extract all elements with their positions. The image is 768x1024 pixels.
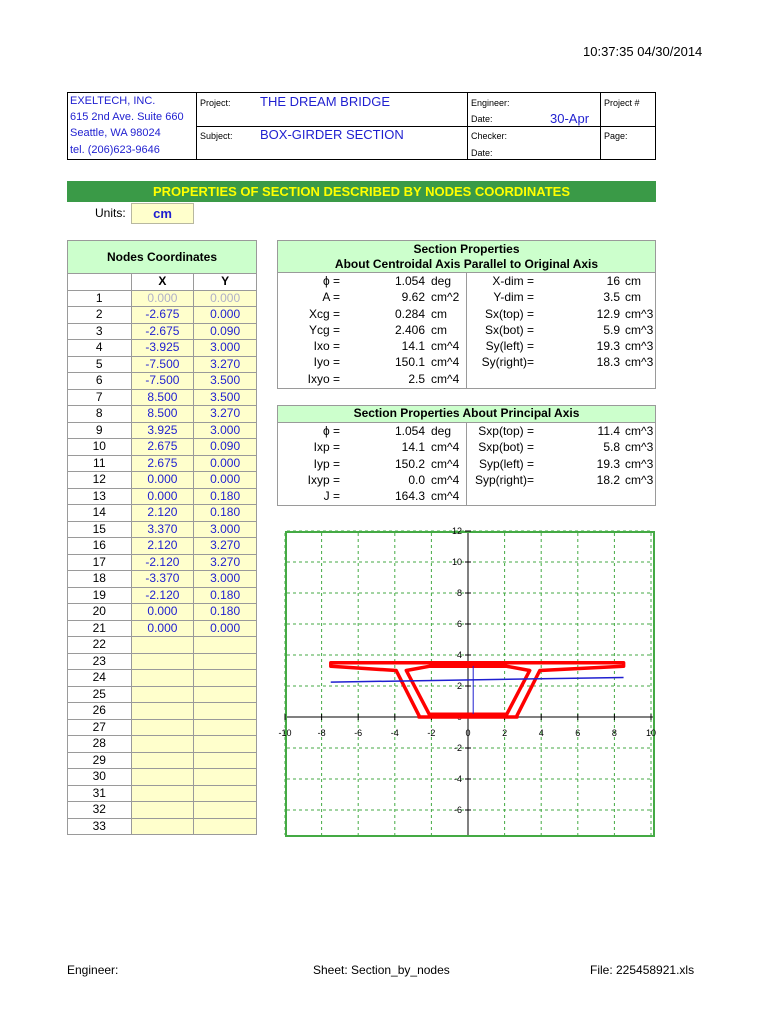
property-label: Sx(top) = — [484, 306, 534, 321]
footer-file: File: 225458921.xls — [590, 963, 695, 977]
node-number: 20 — [68, 604, 132, 621]
table-row — [68, 670, 257, 687]
property-value: 19.3 — [596, 339, 620, 354]
y-tick-label: -2 — [453, 743, 462, 753]
property-label: Sy(right)= — [481, 355, 534, 370]
y-tick-label: 4 — [456, 650, 462, 660]
plot-frame — [286, 532, 657, 836]
node-number: 24 — [68, 670, 132, 687]
node-number: 3 — [68, 323, 132, 340]
centroidal-subtitle: About Centroidal Axis Parallel to Original Axis — [334, 257, 599, 271]
property-row — [278, 456, 655, 472]
property-row — [278, 338, 655, 354]
table-row — [68, 472, 257, 489]
y-coordinate-cell[interactable]: 3.270 — [194, 356, 257, 373]
x-coordinate-cell[interactable] — [131, 802, 194, 819]
table-row — [68, 422, 257, 439]
table-row — [68, 439, 257, 456]
property-label: Ixp = — [313, 440, 340, 455]
nodes-table-title: Nodes Coordinates — [68, 241, 257, 274]
property-label: Ixo = — [313, 339, 340, 354]
property-label: A = — [322, 290, 340, 305]
property-value: 19.3 — [596, 456, 620, 471]
property-label: J = — [323, 489, 340, 504]
x-coordinate-cell[interactable]: 3.370 — [131, 521, 194, 538]
y-coordinate-cell[interactable] — [194, 802, 257, 819]
units-label: Units: — [95, 206, 126, 220]
footer-engineer: Engineer: — [67, 963, 119, 977]
property-row — [278, 289, 655, 305]
node-number: 7 — [68, 389, 132, 406]
property-value: 18.2 — [596, 472, 620, 487]
table-row — [68, 521, 257, 538]
y-coordinate-cell[interactable]: 3.500 — [194, 373, 257, 390]
property-unit: cm — [431, 306, 447, 321]
node-number-header — [68, 274, 132, 291]
property-label: ϕ = — [322, 274, 340, 288]
y-coordinate-cell[interactable]: 3.270 — [194, 538, 257, 555]
x-coordinate-cell[interactable]: 2.120 — [131, 505, 194, 522]
subject-label: Subject: — [200, 131, 233, 141]
property-unit: cm^3 — [625, 339, 654, 354]
x-tick-label: 4 — [538, 728, 544, 738]
y-coordinate-cell[interactable]: 3.270 — [194, 406, 257, 423]
property-unit: cm^3 — [625, 440, 654, 455]
y-coordinate-cell[interactable] — [194, 736, 257, 753]
node-number: 12 — [68, 472, 132, 489]
x-coordinate-cell[interactable] — [131, 818, 194, 835]
table-row — [68, 554, 257, 571]
property-value: 11.4 — [597, 424, 620, 438]
x-tick-label: 0 — [465, 728, 471, 738]
x-coordinate-cell[interactable]: 2.120 — [131, 538, 194, 555]
property-row — [278, 423, 655, 439]
table-row — [68, 686, 257, 703]
section-plot — [278, 526, 657, 837]
property-unit: cm^4 — [431, 456, 460, 471]
node-number: 2 — [68, 307, 132, 324]
y-coordinate-cell[interactable]: 0.180 — [194, 505, 257, 522]
y-coordinate-cell[interactable] — [194, 818, 257, 835]
property-row — [278, 273, 655, 289]
property-unit: cm^2 — [431, 290, 460, 305]
y-coordinate-cell[interactable] — [194, 752, 257, 769]
node-number: 13 — [68, 488, 132, 505]
property-unit: cm — [625, 290, 641, 305]
y-tick-label: -4 — [453, 774, 462, 784]
table-row — [68, 587, 257, 604]
y-coordinate-cell[interactable] — [194, 719, 257, 736]
x-tick-label: -2 — [427, 728, 436, 738]
property-value: 5.8 — [603, 440, 620, 455]
x-coordinate-cell[interactable] — [131, 769, 194, 786]
x-coordinate-cell[interactable]: -3.925 — [131, 340, 194, 357]
y-coordinate-cell[interactable] — [194, 670, 257, 687]
x-coordinate-cell[interactable]: -3.370 — [131, 571, 194, 588]
node-number: 15 — [68, 521, 132, 538]
property-unit: cm — [431, 322, 447, 337]
node-number: 19 — [68, 587, 132, 604]
y-coordinate-cell[interactable]: 3.000 — [194, 571, 257, 588]
table-row — [68, 538, 257, 555]
node-number: 11 — [68, 455, 132, 472]
checker-label: Checker: — [471, 131, 508, 141]
table-row — [68, 307, 257, 324]
table-row — [68, 455, 257, 472]
x-coordinate-cell[interactable]: -2.120 — [131, 587, 194, 604]
property-value: 14.1 — [401, 440, 425, 455]
y-tick-label: 8 — [456, 588, 462, 598]
x-coordinate-cell[interactable]: 2.675 — [131, 439, 194, 456]
property-unit: deg — [431, 274, 452, 288]
property-value: 14.1 — [401, 339, 425, 354]
table-row — [68, 719, 257, 736]
sheet-title-banner: PROPERTIES OF SECTION DESCRIBED BY NODES COORDINATES — [67, 181, 656, 202]
x-coordinate-cell[interactable]: 3.925 — [131, 422, 194, 439]
property-label: Xcg = — [308, 306, 340, 321]
property-value: 164.3 — [394, 489, 425, 504]
table-row — [68, 736, 257, 753]
node-number: 1 — [68, 290, 132, 307]
property-row — [278, 306, 655, 322]
y-tick-label: 12 — [451, 526, 462, 536]
y-coordinate-cell[interactable]: 0.000 — [194, 472, 257, 489]
table-row — [68, 373, 257, 390]
x-coordinate-cell[interactable]: 8.500 — [131, 406, 194, 423]
y-coordinate-cell[interactable]: 3.270 — [194, 554, 257, 571]
table-row — [68, 818, 257, 835]
x-coordinate-cell[interactable]: -7.500 — [131, 356, 194, 373]
property-unit: cm^4 — [431, 489, 460, 504]
node-number: 22 — [68, 637, 132, 654]
x-coordinate-cell[interactable] — [131, 703, 194, 720]
property-row — [278, 322, 655, 338]
x-coordinate-cell[interactable]: 0.000 — [131, 620, 194, 637]
property-row — [278, 472, 655, 488]
node-number: 28 — [68, 736, 132, 753]
node-number: 23 — [68, 653, 132, 670]
company-city: Seattle, WA 98024 — [70, 127, 161, 139]
centroidal-properties-box — [277, 240, 656, 389]
node-number: 9 — [68, 422, 132, 439]
table-row — [68, 620, 257, 637]
property-unit: cm — [625, 274, 641, 288]
y-coordinate-cell[interactable] — [194, 653, 257, 670]
company-phone: tel. (206)623-9646 — [70, 144, 160, 156]
x-tick-label: -10 — [278, 728, 292, 738]
node-number: 14 — [68, 505, 132, 522]
node-number: 32 — [68, 802, 132, 819]
property-value: 5.9 — [603, 322, 620, 337]
node-number: 16 — [68, 538, 132, 555]
node-number: 26 — [68, 703, 132, 720]
node-number: 4 — [68, 340, 132, 357]
property-row — [278, 371, 655, 387]
x-coordinate-cell[interactable]: -7.500 — [131, 373, 194, 390]
property-unit: cm^3 — [625, 424, 654, 438]
x-coordinate-cell[interactable] — [131, 736, 194, 753]
property-value: 0.284 — [394, 306, 425, 321]
x-coordinate-cell[interactable]: 2.675 — [131, 455, 194, 472]
table-row — [68, 703, 257, 720]
property-unit: cm^4 — [431, 440, 460, 455]
y-tick-label: 0 — [456, 712, 462, 722]
table-row — [68, 769, 257, 786]
table-row — [68, 340, 257, 357]
y-coordinate-cell[interactable]: 0.090 — [194, 439, 257, 456]
principal-title: Section Properties About Principal Axis — [278, 406, 655, 423]
nodes-table — [67, 240, 257, 835]
date-label: Date: — [471, 114, 493, 124]
property-label: Syp(right)= — [474, 472, 534, 487]
x-coordinate-cell[interactable] — [131, 653, 194, 670]
property-value: 12.9 — [596, 306, 620, 321]
table-row — [68, 637, 257, 654]
property-value: 150.2 — [394, 456, 425, 471]
x-column-header: X — [131, 274, 194, 291]
x-coordinate-cell[interactable] — [131, 637, 194, 654]
principal-properties-box — [277, 405, 656, 506]
y-coordinate-cell[interactable]: 0.180 — [194, 604, 257, 621]
y-coordinate-cell[interactable]: 0.000 — [194, 620, 257, 637]
property-value: 150.1 — [394, 355, 425, 370]
property-value: 1.054 — [394, 274, 425, 288]
company-address: 615 2nd Ave. Suite 660 — [70, 111, 184, 123]
property-unit: cm^3 — [625, 322, 654, 337]
x-coordinate-cell[interactable] — [131, 719, 194, 736]
node-number: 29 — [68, 752, 132, 769]
footer-sheet: Sheet: Section_by_nodes — [313, 963, 450, 977]
y-coordinate-cell[interactable]: 3.500 — [194, 389, 257, 406]
property-value: 0.0 — [408, 472, 425, 487]
centroidal-title: Section Properties — [413, 242, 520, 256]
header-box — [67, 92, 656, 160]
table-row — [68, 653, 257, 670]
node-number: 6 — [68, 373, 132, 390]
engineer-label: Engineer: — [471, 98, 510, 108]
property-value: 16 — [606, 274, 620, 288]
property-value: 1.054 — [394, 424, 425, 438]
table-row — [68, 802, 257, 819]
units-input[interactable]: cm — [131, 203, 194, 224]
property-label: ϕ = — [322, 424, 340, 438]
property-value: 2.406 — [394, 322, 425, 337]
node-number: 30 — [68, 769, 132, 786]
x-coordinate-cell[interactable] — [131, 670, 194, 687]
x-tick-label: 10 — [645, 728, 657, 738]
property-row — [278, 354, 655, 370]
node-number: 31 — [68, 785, 132, 802]
property-value: 9.62 — [401, 290, 425, 305]
property-value: 3.5 — [603, 290, 620, 305]
project-number-label: Project # — [604, 98, 640, 108]
property-label: Sxp(bot) = — [478, 440, 534, 455]
table-row — [68, 290, 257, 307]
node-number: 18 — [68, 571, 132, 588]
company-name: EXELTECH, INC. — [70, 95, 156, 107]
x-tick-label: 2 — [502, 728, 508, 738]
property-label: Ycg = — [308, 322, 340, 337]
table-row — [68, 356, 257, 373]
x-coordinate-cell[interactable]: -2.120 — [131, 554, 194, 571]
y-coordinate-cell[interactable] — [194, 637, 257, 654]
date-value: 30-Apr — [550, 111, 590, 126]
property-label: Iyp = — [313, 456, 340, 471]
x-coordinate-cell[interactable]: 0.000 — [131, 488, 194, 505]
property-label: Sy(left) = — [485, 339, 534, 354]
y-tick-label: -6 — [453, 805, 462, 815]
y-coordinate-cell[interactable]: 0.180 — [194, 488, 257, 505]
property-label: Iyo = — [313, 355, 340, 370]
property-unit: cm^4 — [431, 355, 460, 370]
project-label: Project: — [200, 98, 231, 108]
property-label: Ixyp = — [307, 472, 340, 487]
property-unit: cm^3 — [625, 456, 654, 471]
project-name: THE DREAM BRIDGE — [260, 94, 391, 109]
property-unit: cm^4 — [431, 371, 460, 386]
property-unit: cm^3 — [625, 472, 654, 487]
node-number: 33 — [68, 818, 132, 835]
x-tick-label: 8 — [611, 728, 617, 738]
y-tick-label: 10 — [451, 557, 462, 567]
y-coordinate-cell[interactable]: 3.000 — [194, 521, 257, 538]
page-label: Page: — [604, 131, 628, 141]
table-row — [68, 488, 257, 505]
property-label: Sx(bot) = — [484, 322, 534, 337]
x-coordinate-cell[interactable]: 0.000 — [131, 472, 194, 489]
x-coordinate-cell[interactable]: 0.000 — [131, 290, 194, 307]
table-row — [68, 389, 257, 406]
x-coordinate-cell[interactable]: 0.000 — [131, 604, 194, 621]
x-coordinate-cell[interactable] — [131, 785, 194, 802]
table-row — [68, 752, 257, 769]
property-unit: cm^4 — [431, 472, 460, 487]
table-row — [68, 406, 257, 423]
y-coordinate-cell[interactable]: 3.000 — [194, 422, 257, 439]
node-number: 17 — [68, 554, 132, 571]
x-coordinate-cell[interactable] — [131, 686, 194, 703]
y-coordinate-cell[interactable]: 0.180 — [194, 587, 257, 604]
node-number: 25 — [68, 686, 132, 703]
node-number: 27 — [68, 719, 132, 736]
property-row — [278, 439, 655, 455]
table-row — [68, 505, 257, 522]
y-column-header: Y — [194, 274, 257, 291]
property-unit: deg — [431, 424, 452, 438]
table-row — [68, 785, 257, 802]
table-row — [68, 571, 257, 588]
y-tick-label: 2 — [456, 681, 462, 691]
checker-date-label: Date: — [471, 148, 493, 158]
y-coordinate-cell[interactable]: 0.000 — [194, 307, 257, 324]
property-label: Ixyo = — [307, 371, 340, 386]
node-number: 5 — [68, 356, 132, 373]
property-unit: cm^4 — [431, 339, 460, 354]
property-unit: cm^3 — [625, 355, 654, 370]
node-number: 10 — [68, 439, 132, 456]
node-number: 8 — [68, 406, 132, 423]
y-coordinate-cell[interactable]: 0.090 — [194, 323, 257, 340]
x-coordinate-cell[interactable]: 8.500 — [131, 389, 194, 406]
property-label: X-dim = — [492, 274, 534, 288]
node-number: 21 — [68, 620, 132, 637]
property-value: 18.3 — [596, 355, 620, 370]
table-row — [68, 323, 257, 340]
x-coordinate-cell[interactable]: -2.675 — [131, 307, 194, 324]
y-tick-label: 6 — [456, 619, 462, 629]
property-label: Syp(left) = — [478, 456, 534, 471]
y-coordinate-cell[interactable] — [194, 785, 257, 802]
y-coordinate-cell[interactable]: 0.000 — [194, 290, 257, 307]
y-coordinate-cell[interactable] — [194, 686, 257, 703]
x-tick-label: 6 — [575, 728, 581, 738]
property-row — [278, 488, 655, 504]
property-label: Sxp(top) = — [478, 424, 534, 438]
x-coordinate-cell[interactable] — [131, 752, 194, 769]
y-coordinate-cell[interactable]: 3.000 — [194, 340, 257, 357]
property-value: 2.5 — [408, 371, 425, 386]
x-tick-label: -6 — [354, 728, 363, 738]
property-unit: cm^3 — [625, 306, 654, 321]
x-tick-label: -8 — [317, 728, 326, 738]
x-tick-label: -4 — [390, 728, 399, 738]
y-coordinate-cell[interactable] — [194, 703, 257, 720]
property-label: Y-dim = — [493, 290, 534, 305]
table-row — [68, 604, 257, 621]
y-coordinate-cell[interactable]: 0.000 — [194, 455, 257, 472]
subject-value: BOX-GIRDER SECTION — [260, 127, 404, 142]
y-coordinate-cell[interactable] — [194, 769, 257, 786]
timestamp: 10:37:35 04/30/2014 — [583, 44, 703, 59]
x-coordinate-cell[interactable]: -2.675 — [131, 323, 194, 340]
